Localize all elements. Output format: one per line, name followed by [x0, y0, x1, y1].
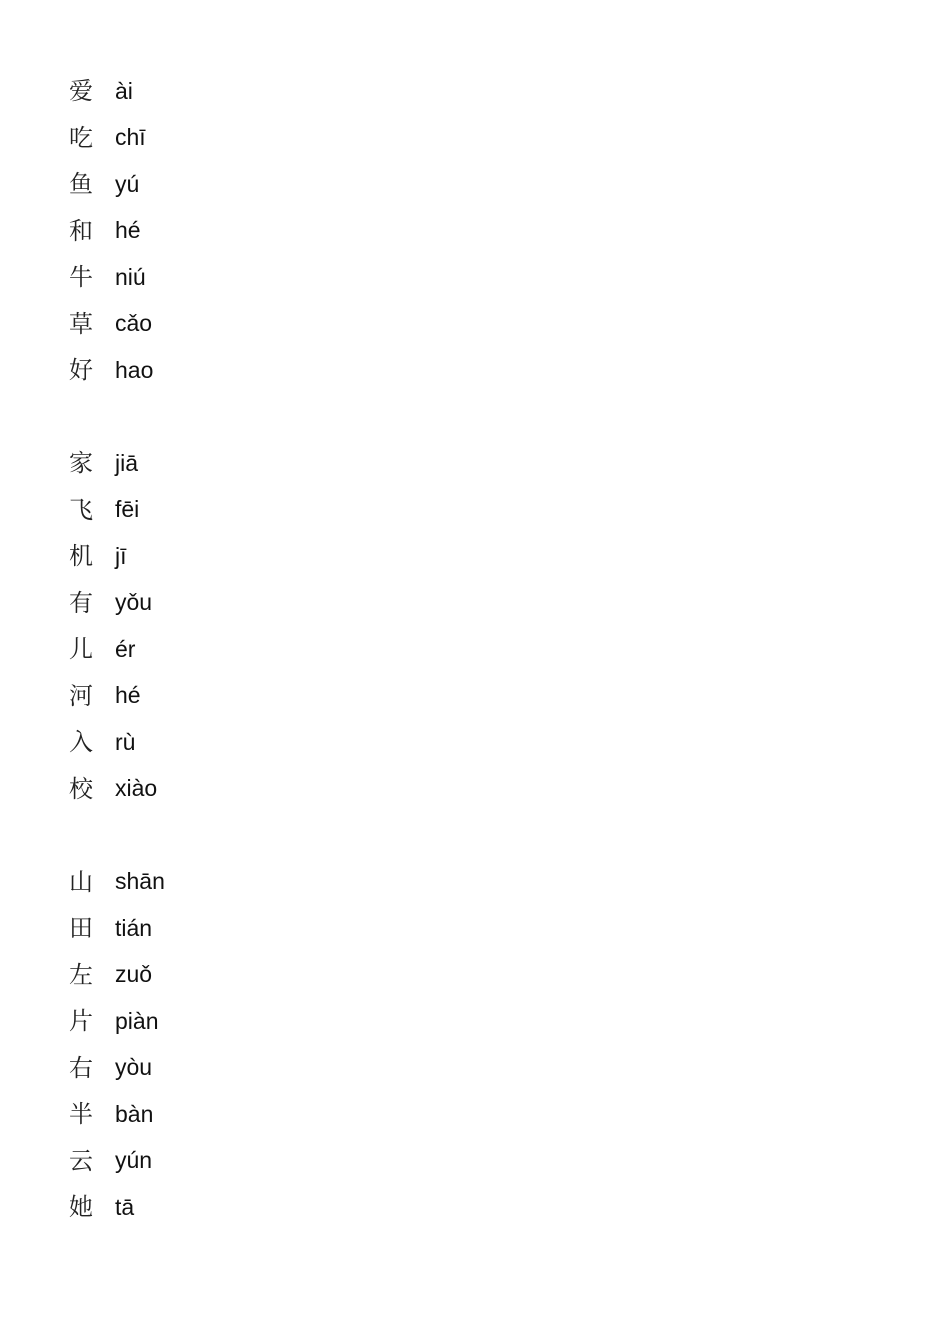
- hanzi-char: 入: [69, 728, 93, 757]
- vocab-row: [69, 68, 469, 115]
- vocab-row: [69, 208, 469, 255]
- hanzi-char: 吃: [69, 123, 93, 152]
- vocab-row: [69, 161, 469, 208]
- vocab-row: [69, 1138, 469, 1185]
- vocab-row: [69, 254, 469, 301]
- hanzi-char: 鱼: [69, 170, 93, 199]
- vocab-group-2: [69, 440, 469, 812]
- hanzi-char: 山: [69, 867, 93, 896]
- hanzi-char: 右: [69, 1053, 93, 1082]
- vocab-row: [69, 859, 469, 906]
- pinyin-text: niú: [115, 263, 146, 290]
- pinyin-text: cǎo: [115, 310, 153, 337]
- pinyin-text: hé: [115, 682, 141, 709]
- hanzi-char: 左: [69, 960, 93, 989]
- hanzi-char: 牛: [69, 263, 93, 292]
- vocab-row: [69, 1091, 469, 1138]
- pinyin-text: yú: [115, 170, 140, 197]
- pinyin-text: xiào: [115, 775, 158, 802]
- hanzi-char: 半: [69, 1100, 93, 1129]
- pinyin-text: hé: [115, 217, 141, 244]
- hanzi-char: 机: [69, 542, 93, 571]
- hanzi-char: 她: [69, 1193, 93, 1222]
- hanzi-char: 河: [69, 681, 93, 710]
- hanzi-char: 云: [69, 1146, 93, 1175]
- pinyin-text: ér: [115, 635, 136, 662]
- pinyin-text: zuǒ: [115, 961, 153, 988]
- hanzi-char: 飞: [69, 495, 93, 524]
- vocab-row: [69, 347, 469, 394]
- pinyin-text: bàn: [115, 1100, 154, 1127]
- vocab-row: [69, 905, 469, 952]
- pinyin-text: shān: [115, 868, 165, 895]
- hanzi-char: 有: [69, 588, 93, 617]
- pinyin-text: yún: [115, 1147, 153, 1174]
- pinyin-text: ài: [115, 77, 133, 104]
- pinyin-text: tā: [115, 1193, 135, 1220]
- hanzi-char: 家: [69, 449, 93, 478]
- pinyin-text: hao: [115, 356, 154, 383]
- pinyin-text: tián: [115, 914, 153, 941]
- vocab-row: [69, 301, 469, 348]
- pinyin-text: fēi: [115, 496, 140, 523]
- vocab-row: [69, 998, 469, 1045]
- vocab-row: [69, 626, 469, 673]
- pinyin-text: yòu: [115, 1054, 153, 1081]
- hanzi-char: 爱: [69, 77, 93, 106]
- hanzi-char: 儿: [69, 635, 93, 664]
- pinyin-text: jī: [115, 542, 127, 569]
- pinyin-text: yǒu: [115, 589, 153, 616]
- vocab-row: [69, 766, 469, 813]
- vocab-row: [69, 580, 469, 627]
- vocab-row: [69, 115, 469, 162]
- vocab-group-1: [69, 68, 469, 394]
- vocab-row: [69, 1184, 469, 1231]
- vocab-row: [69, 673, 469, 720]
- vocab-row: [69, 487, 469, 534]
- vocab-row: [69, 533, 469, 580]
- vocab-row: [69, 719, 469, 766]
- vocab-row: [69, 952, 469, 999]
- vocab-row: [69, 440, 469, 487]
- pinyin-text: jiā: [115, 449, 139, 476]
- vocab-row: [69, 1045, 469, 1092]
- hanzi-char: 草: [69, 309, 93, 338]
- hanzi-char: 和: [69, 216, 93, 245]
- pinyin-text: chī: [115, 124, 146, 151]
- hanzi-char: 田: [69, 914, 93, 943]
- document-page: [69, 68, 469, 1231]
- hanzi-char: 校: [69, 774, 93, 803]
- pinyin-text: rù: [115, 728, 136, 755]
- hanzi-char: 片: [69, 1007, 93, 1036]
- hanzi-char: 好: [69, 356, 93, 385]
- vocab-group-3: [69, 859, 469, 1231]
- pinyin-text: piàn: [115, 1007, 159, 1034]
